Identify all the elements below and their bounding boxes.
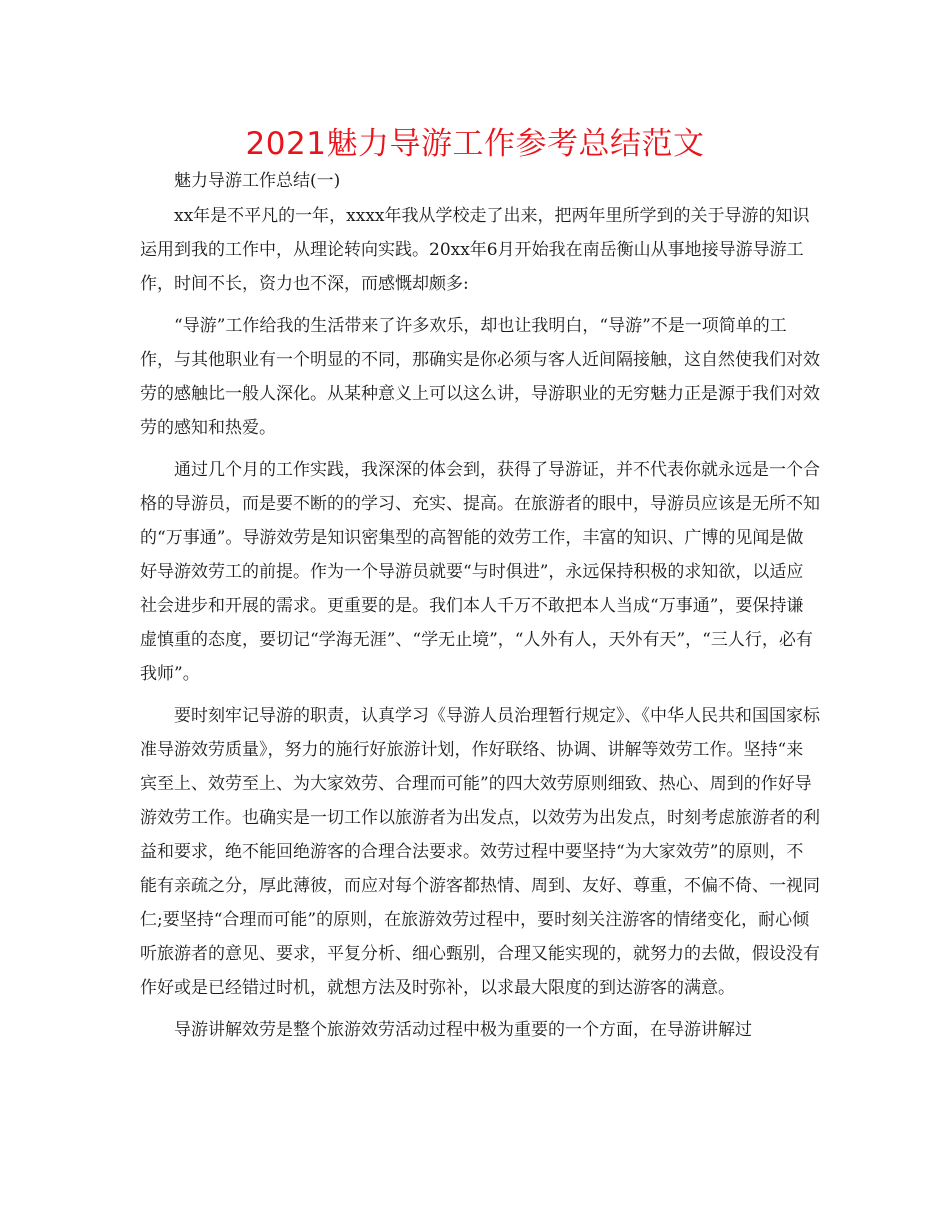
document-title: 2021魅力导游工作参考总结范文 [245, 126, 705, 162]
paragraph-4: 要时刻牢记导游的职责，认真学习《导游人员治理暂行规定》、《中华人民共和国国家标准导游效劳质量》，努力的施行好旅游计划，作好联络、协调、讲解等效劳工作。坚持“来宾至上、效劳至上、为大家效劳、合理而可能”的四大效劳原则细致、热心、周到的作好导游效劳工作。也确实是一切工作以旅游者为出发点，以效劳为出发点，时刻考虑旅游者的利益和要求，绝不能回绝游客的合理合法要求。效劳过程中要坚持“为大家效劳”的原则，不能有亲疏之分，厚此薄彼，而应对每个游客都热情、周到、友好、尊重，不偏不倚、一视同仁;要坚持“合理而可能”的原则，在旅游效劳过程中，要时刻关注游客的情绪变化，耐心倾听旅游者的意见、要求，平复分析、细心甄别，合理又能实现的，就努力的去做，假设没有作好或是已经错过时机，就想方法及时弥补，以求最大限度的到达游客的满意。 [140, 706, 820, 998]
paragraph-3: 通过几个月的工作实践，我深深的体会到，获得了导游证，并不代表你就永远是一个合格的导游员，而是要不断的的学习、充实、提高。在旅游者的眼中，导游员应该是无所不知的“万事通”。导游效劳是知识密集型的高智能的效劳工作，丰富的知识、广博的见闻是做好导游效劳工的前提。作为一个导游员就要“与时俱进”，永远保持积极的求知欲，以适应社会进步和开展的需求。更重要的是。我们本人千万不敢把本人当成“万事通”，要保持谦虚慎重的态度，要切记“学海无涯”、“学无止境”，“人外有人，天外有天”，“三人行，必有我师”。 [140, 460, 820, 684]
document-body [140, 170, 820, 1047]
paragraph-1: xx年是不平凡的一年，xxxx年我从学校走了出来，把两年里所学到的关于导游的知识运用到我的工作中，从理论转向实践。20xx年6月开始我在南岳衡山从事地接导游导游工作，时间不长，资力也不深，而感慨却颇多: [140, 206, 810, 294]
paragraph-2: “导游”工作给我的生活带来了许多欢乐，却也让我明白，“导游”不是一项简单的工作，与其他职业有一个明显的不同，那确实是你必须与客人近间隔接触，这自然使我们对效劳的感触比一般人深化。从某种意义上可以这么讲，导游职业的无穷魅力正是源于我们对效劳的感知和热爱。 [140, 316, 820, 438]
section-subtitle: 魅力导游工作总结(一) [174, 171, 341, 191]
paragraph-5: 导游讲解效劳是整个旅游效劳活动过程中极为重要的一个方面，在导游讲解过 [174, 1020, 752, 1040]
